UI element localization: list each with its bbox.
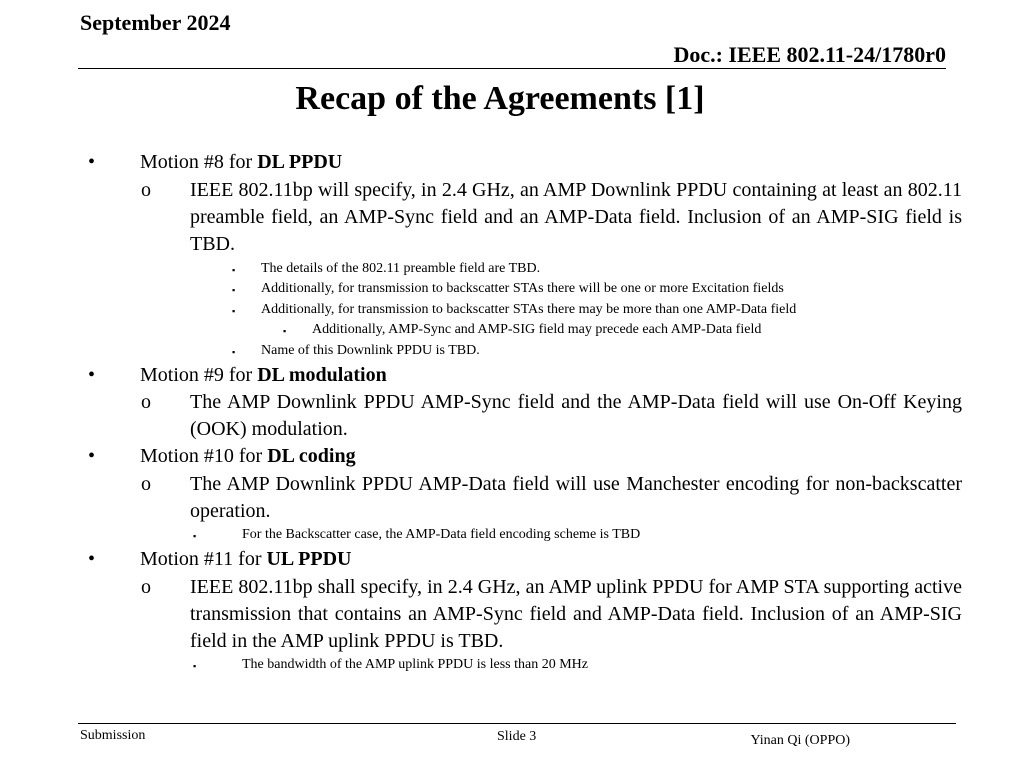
detail-marker: ▪ [283, 326, 287, 336]
slide-title: Recap of the Agreements [1] [295, 80, 705, 117]
detail-marker: ▪ [232, 265, 236, 275]
bullet-text: Motion #10 for DL coding [140, 445, 356, 467]
bullet-text: Motion #11 for UL PPDU [140, 548, 352, 570]
bullet-marker: • [88, 445, 96, 467]
detail-text: For the Backscatter case, the AMP-Data field encoding scheme is TBD [242, 527, 641, 542]
bullet-marker: • [88, 364, 96, 386]
footer-slide-number: Slide 3 [497, 729, 537, 744]
detail-text: The details of the 802.11 preamble field are TBD. [261, 261, 541, 276]
footer-divider [78, 723, 956, 724]
sub-bullet-marker: o [141, 391, 151, 413]
sub-bullet-text: IEEE 802.11bp will specify, in 2.4 GHz, an AMP Downlink PPDU containing at least an 802.11 preamble field, an AMP-Sync field and an AMP-Data field. Inclusion of an AMP-SIG field is TBD. [190, 179, 962, 255]
detail-text: The bandwidth of the AMP uplink PPDU is less than 20 MHz [242, 657, 588, 672]
detail-marker: ▪ [232, 347, 236, 357]
sub-bullet-text: The AMP Downlink PPDU AMP-Sync field and the AMP-Data field will use On-Off Keying (OOK) modulation. [190, 391, 962, 440]
detail-marker: ▪ [193, 661, 197, 671]
sub-bullet-text: IEEE 802.11bp shall specify, in 2.4 GHz, an AMP uplink PPDU for AMP STA supporting active transmission that contains an AMP-Sync field and AMP-Data field. Inclusion of an AMP-SIG field in the AMP uplink PPDU is TBD. [190, 576, 962, 652]
sub-bullet-text: The AMP Downlink PPDU AMP-Data field will use Manchester encoding for non-backscatter operation. [190, 473, 962, 522]
bullet-marker: • [88, 548, 96, 570]
bullet-marker: • [88, 151, 96, 173]
detail-text: Additionally, for transmission to backscatter STAs there will be one or more Excitation fields [261, 281, 784, 296]
sub-bullet-marker: o [141, 179, 151, 201]
detail-marker: ▪ [193, 531, 197, 541]
bullet-text: Motion #9 for DL modulation [140, 364, 387, 386]
footer-author: Yinan Qi (OPPO) [750, 733, 850, 748]
detail-text: Additionally, for transmission to backscatter STAs there may be more than one AMP-Data field [261, 302, 797, 317]
detail-marker: ▪ [232, 285, 236, 295]
sub-bullet-marker: o [141, 473, 151, 495]
detail-text: Additionally, AMP-Sync and AMP-SIG field may precede each AMP-Data field [312, 322, 762, 337]
sub-bullet-marker: o [141, 576, 151, 598]
detail-marker: ▪ [232, 306, 236, 316]
header-doc-id: Doc.: IEEE 802.11-24/1780r0 [673, 42, 946, 67]
bullet-text: Motion #8 for DL PPDU [140, 151, 343, 173]
footer-submission: Submission [80, 728, 146, 743]
header-date: September 2024 [80, 10, 231, 35]
detail-text: Name of this Downlink PPDU is TBD. [261, 343, 480, 358]
